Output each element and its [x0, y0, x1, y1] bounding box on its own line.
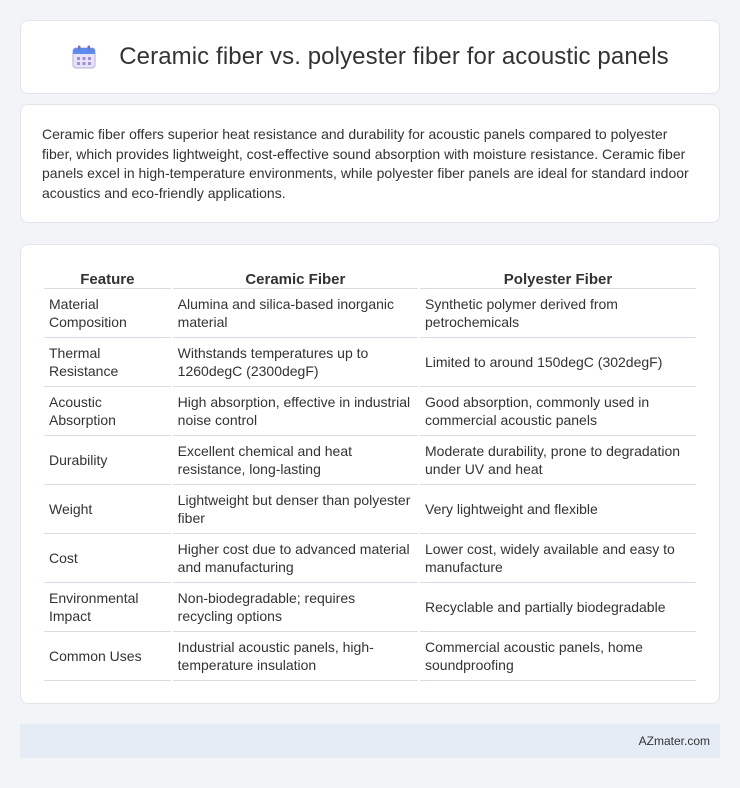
table-header-row — [44, 267, 696, 289]
table-row — [44, 338, 696, 387]
ceramic-cell: Industrial acoustic panels, high-temperature insulation — [173, 632, 418, 681]
feature-cell: Weight — [44, 485, 171, 534]
table-row — [44, 632, 696, 681]
polyester-cell: Synthetic polymer derived from petrochemicals — [420, 289, 696, 338]
column-header-ceramic: Ceramic Fiber — [173, 267, 418, 289]
summary-text: Ceramic fiber offers superior heat resistance and durability for acoustic panels compared to polyester fiber, which provides lightweight, cost-effective sound absorption with moisture resistance. Ceramic fiber panels excel in high-temperature environments, while polyester fiber panels are ideal for standard indoor acoustics and eco-friendly applications. — [42, 126, 689, 201]
polyester-cell: Commercial acoustic panels, home soundproofing — [420, 632, 696, 681]
ceramic-cell: Non-biodegradable; requires recycling options — [173, 583, 418, 632]
ceramic-cell: Alumina and silica-based inorganic material — [173, 289, 418, 338]
table-row — [44, 289, 696, 338]
column-header-feature: Feature — [44, 267, 171, 289]
title-card — [20, 20, 720, 94]
ceramic-cell: Excellent chemical and heat resistance, long-lasting — [173, 436, 418, 485]
footer-site-link[interactable]: AZmater.com — [638, 734, 710, 748]
polyester-cell: Moderate durability, prone to degradation under UV and heat — [420, 436, 696, 485]
feature-cell: Environmental Impact — [44, 583, 171, 632]
polyester-cell: Recyclable and partially biodegradable — [420, 583, 696, 632]
feature-cell: Common Uses — [44, 632, 171, 681]
polyester-cell: Limited to around 150degC (302degF) — [420, 338, 696, 387]
feature-cell: Cost — [44, 534, 171, 583]
feature-cell: Durability — [44, 436, 171, 485]
polyester-cell: Good absorption, commonly used in commercial acoustic panels — [420, 387, 696, 436]
polyester-cell: Very lightweight and flexible — [420, 485, 696, 534]
ceramic-cell: Higher cost due to advanced material and manufacturing — [173, 534, 418, 583]
comparison-table — [42, 267, 698, 681]
table-row — [44, 436, 696, 485]
feature-cell: Thermal Resistance — [44, 338, 171, 387]
table-row — [44, 485, 696, 534]
footer — [20, 724, 720, 758]
comparison-table-card — [20, 244, 720, 704]
feature-cell: Material Composition — [44, 289, 171, 338]
page-title: Ceramic fiber vs. polyester fiber for acoustic panels — [119, 43, 669, 70]
ceramic-cell: High absorption, effective in industrial noise control — [173, 387, 418, 436]
ceramic-cell: Withstands temperatures up to 1260degC (2300degF) — [173, 338, 418, 387]
feature-cell: Acoustic Absorption — [44, 387, 171, 436]
calendar-icon — [71, 44, 97, 70]
summary-card — [20, 104, 720, 223]
table-row — [44, 534, 696, 583]
table-row — [44, 387, 696, 436]
column-header-polyester: Polyester Fiber — [420, 267, 696, 289]
table-row — [44, 583, 696, 632]
ceramic-cell: Lightweight but denser than polyester fiber — [173, 485, 418, 534]
polyester-cell: Lower cost, widely available and easy to manufacture — [420, 534, 696, 583]
